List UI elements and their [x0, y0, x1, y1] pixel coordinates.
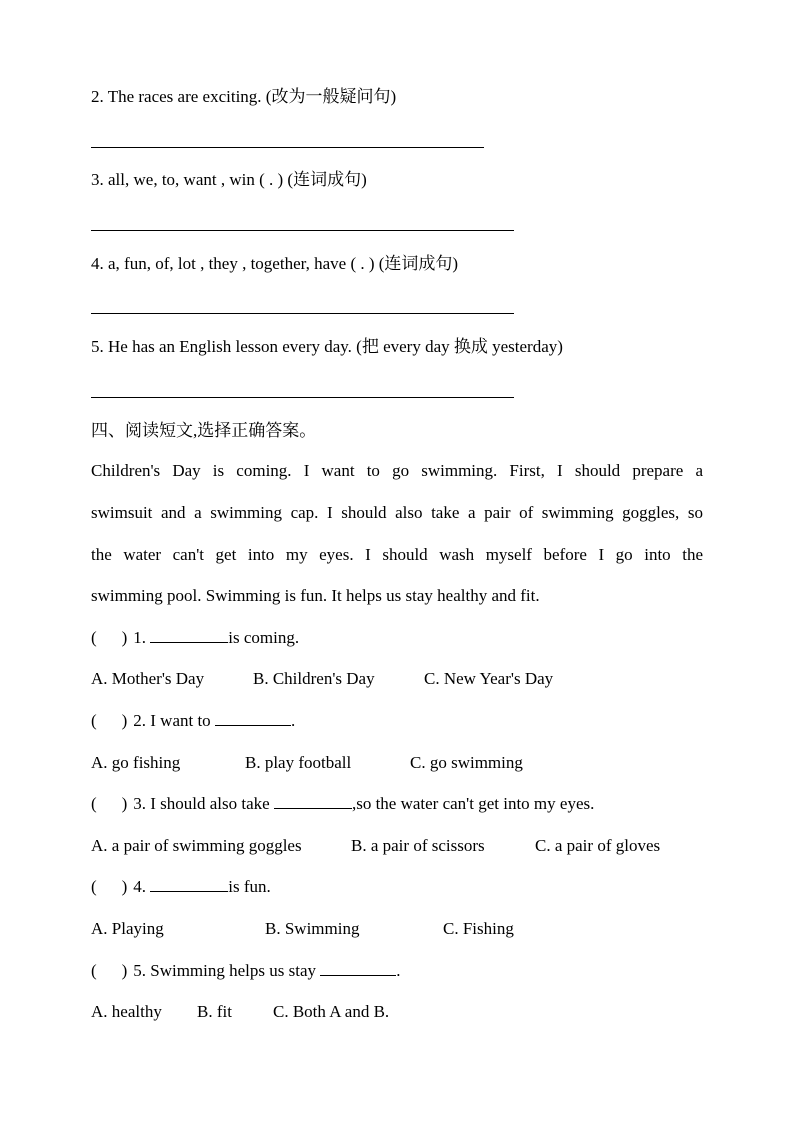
option-a[interactable]: A. Playing	[91, 919, 164, 938]
answer-bracket[interactable]: ( )	[91, 711, 128, 730]
question-text: Swimming helps us stay	[150, 961, 321, 980]
option-a[interactable]: A. healthy	[91, 1002, 162, 1021]
fill-blank[interactable]	[150, 627, 228, 643]
answer-bracket[interactable]: ( )	[91, 628, 128, 647]
fill-blank[interactable]	[150, 876, 228, 892]
answer-line	[91, 147, 484, 148]
option-a[interactable]: A. a pair of swimming goggles	[91, 836, 302, 855]
question-2	[91, 86, 396, 108]
passage-line: swimming pool. Swimming is fun. It helps us stay healthy and fit.	[91, 586, 540, 605]
question-text: He has an English lesson every day. (把 every day 换成 yesterday)	[108, 337, 563, 356]
question-text: all, we, to, want , win ( . ) (连词成句)	[108, 170, 367, 189]
option-c[interactable]: C. Both A and B.	[273, 1002, 390, 1021]
fill-blank[interactable]	[274, 793, 352, 809]
fill-blank[interactable]	[215, 710, 291, 726]
question-number: 3.	[91, 170, 104, 189]
question-number: 1.	[133, 628, 146, 647]
question-number: 4.	[91, 254, 104, 273]
mc-question-4	[91, 876, 271, 898]
passage-line: Children's Day is coming. I want to go swimming. First, I should prepare a	[91, 461, 703, 480]
question-text: is fun.	[228, 877, 271, 896]
answer-bracket[interactable]: ( )	[91, 794, 128, 813]
question-text-end: .	[290, 711, 296, 730]
option-c[interactable]: C. a pair of gloves	[535, 836, 661, 855]
answer-line	[91, 230, 514, 231]
question-text: I should also take	[150, 794, 274, 813]
question-3	[91, 169, 367, 191]
mc-question-3	[91, 793, 594, 815]
question-text: is coming.	[228, 628, 300, 647]
question-4	[91, 253, 458, 275]
answer-bracket[interactable]: ( )	[91, 877, 128, 896]
option-c[interactable]: C. Fishing	[443, 919, 514, 938]
option-b[interactable]: B. fit	[197, 1002, 232, 1021]
option-b[interactable]: B. Swimming	[265, 919, 360, 938]
question-text-end: .	[396, 961, 401, 980]
question-text: I want to	[150, 711, 215, 730]
question-number: 2.	[91, 87, 104, 106]
passage-line: the water can't get into my eyes. I should wash myself before I go into the	[91, 545, 703, 564]
option-c[interactable]: C. New Year's Day	[424, 669, 554, 688]
question-number: 2.	[133, 711, 146, 730]
mc-question-5	[91, 960, 401, 982]
option-c[interactable]: C. go swimming	[410, 753, 523, 772]
question-number: 5.	[133, 961, 146, 980]
question-text-end: ,so the water can't get into my eyes.	[351, 794, 595, 813]
passage-line: swimsuit and a swimming cap. I should also take a pair of swimming goggles, so	[91, 503, 703, 522]
fill-blank[interactable]	[320, 960, 396, 976]
question-number: 4.	[133, 877, 146, 896]
mc-question-2	[91, 710, 295, 732]
option-a[interactable]: A. Mother's Day	[91, 669, 205, 688]
answer-bracket[interactable]: ( )	[91, 961, 128, 980]
option-b[interactable]: B. play football	[245, 753, 352, 772]
option-a[interactable]: A. go fishing	[91, 753, 181, 772]
section-heading: 四、阅读短文,选择正确答案。	[91, 421, 317, 440]
question-5	[91, 336, 563, 358]
option-b[interactable]: B. a pair of scissors	[351, 836, 485, 855]
option-b[interactable]: B. Children's Day	[253, 669, 375, 688]
question-text: The races are exciting. (改为一般疑问句)	[107, 87, 397, 106]
mc-question-1	[91, 627, 299, 649]
question-text: a, fun, of, lot , they , together, have ( . ) (连词成句)	[108, 254, 459, 273]
answer-line	[91, 313, 514, 314]
answer-line	[91, 397, 514, 398]
question-number: 3.	[133, 794, 146, 813]
question-number: 5.	[91, 337, 104, 356]
